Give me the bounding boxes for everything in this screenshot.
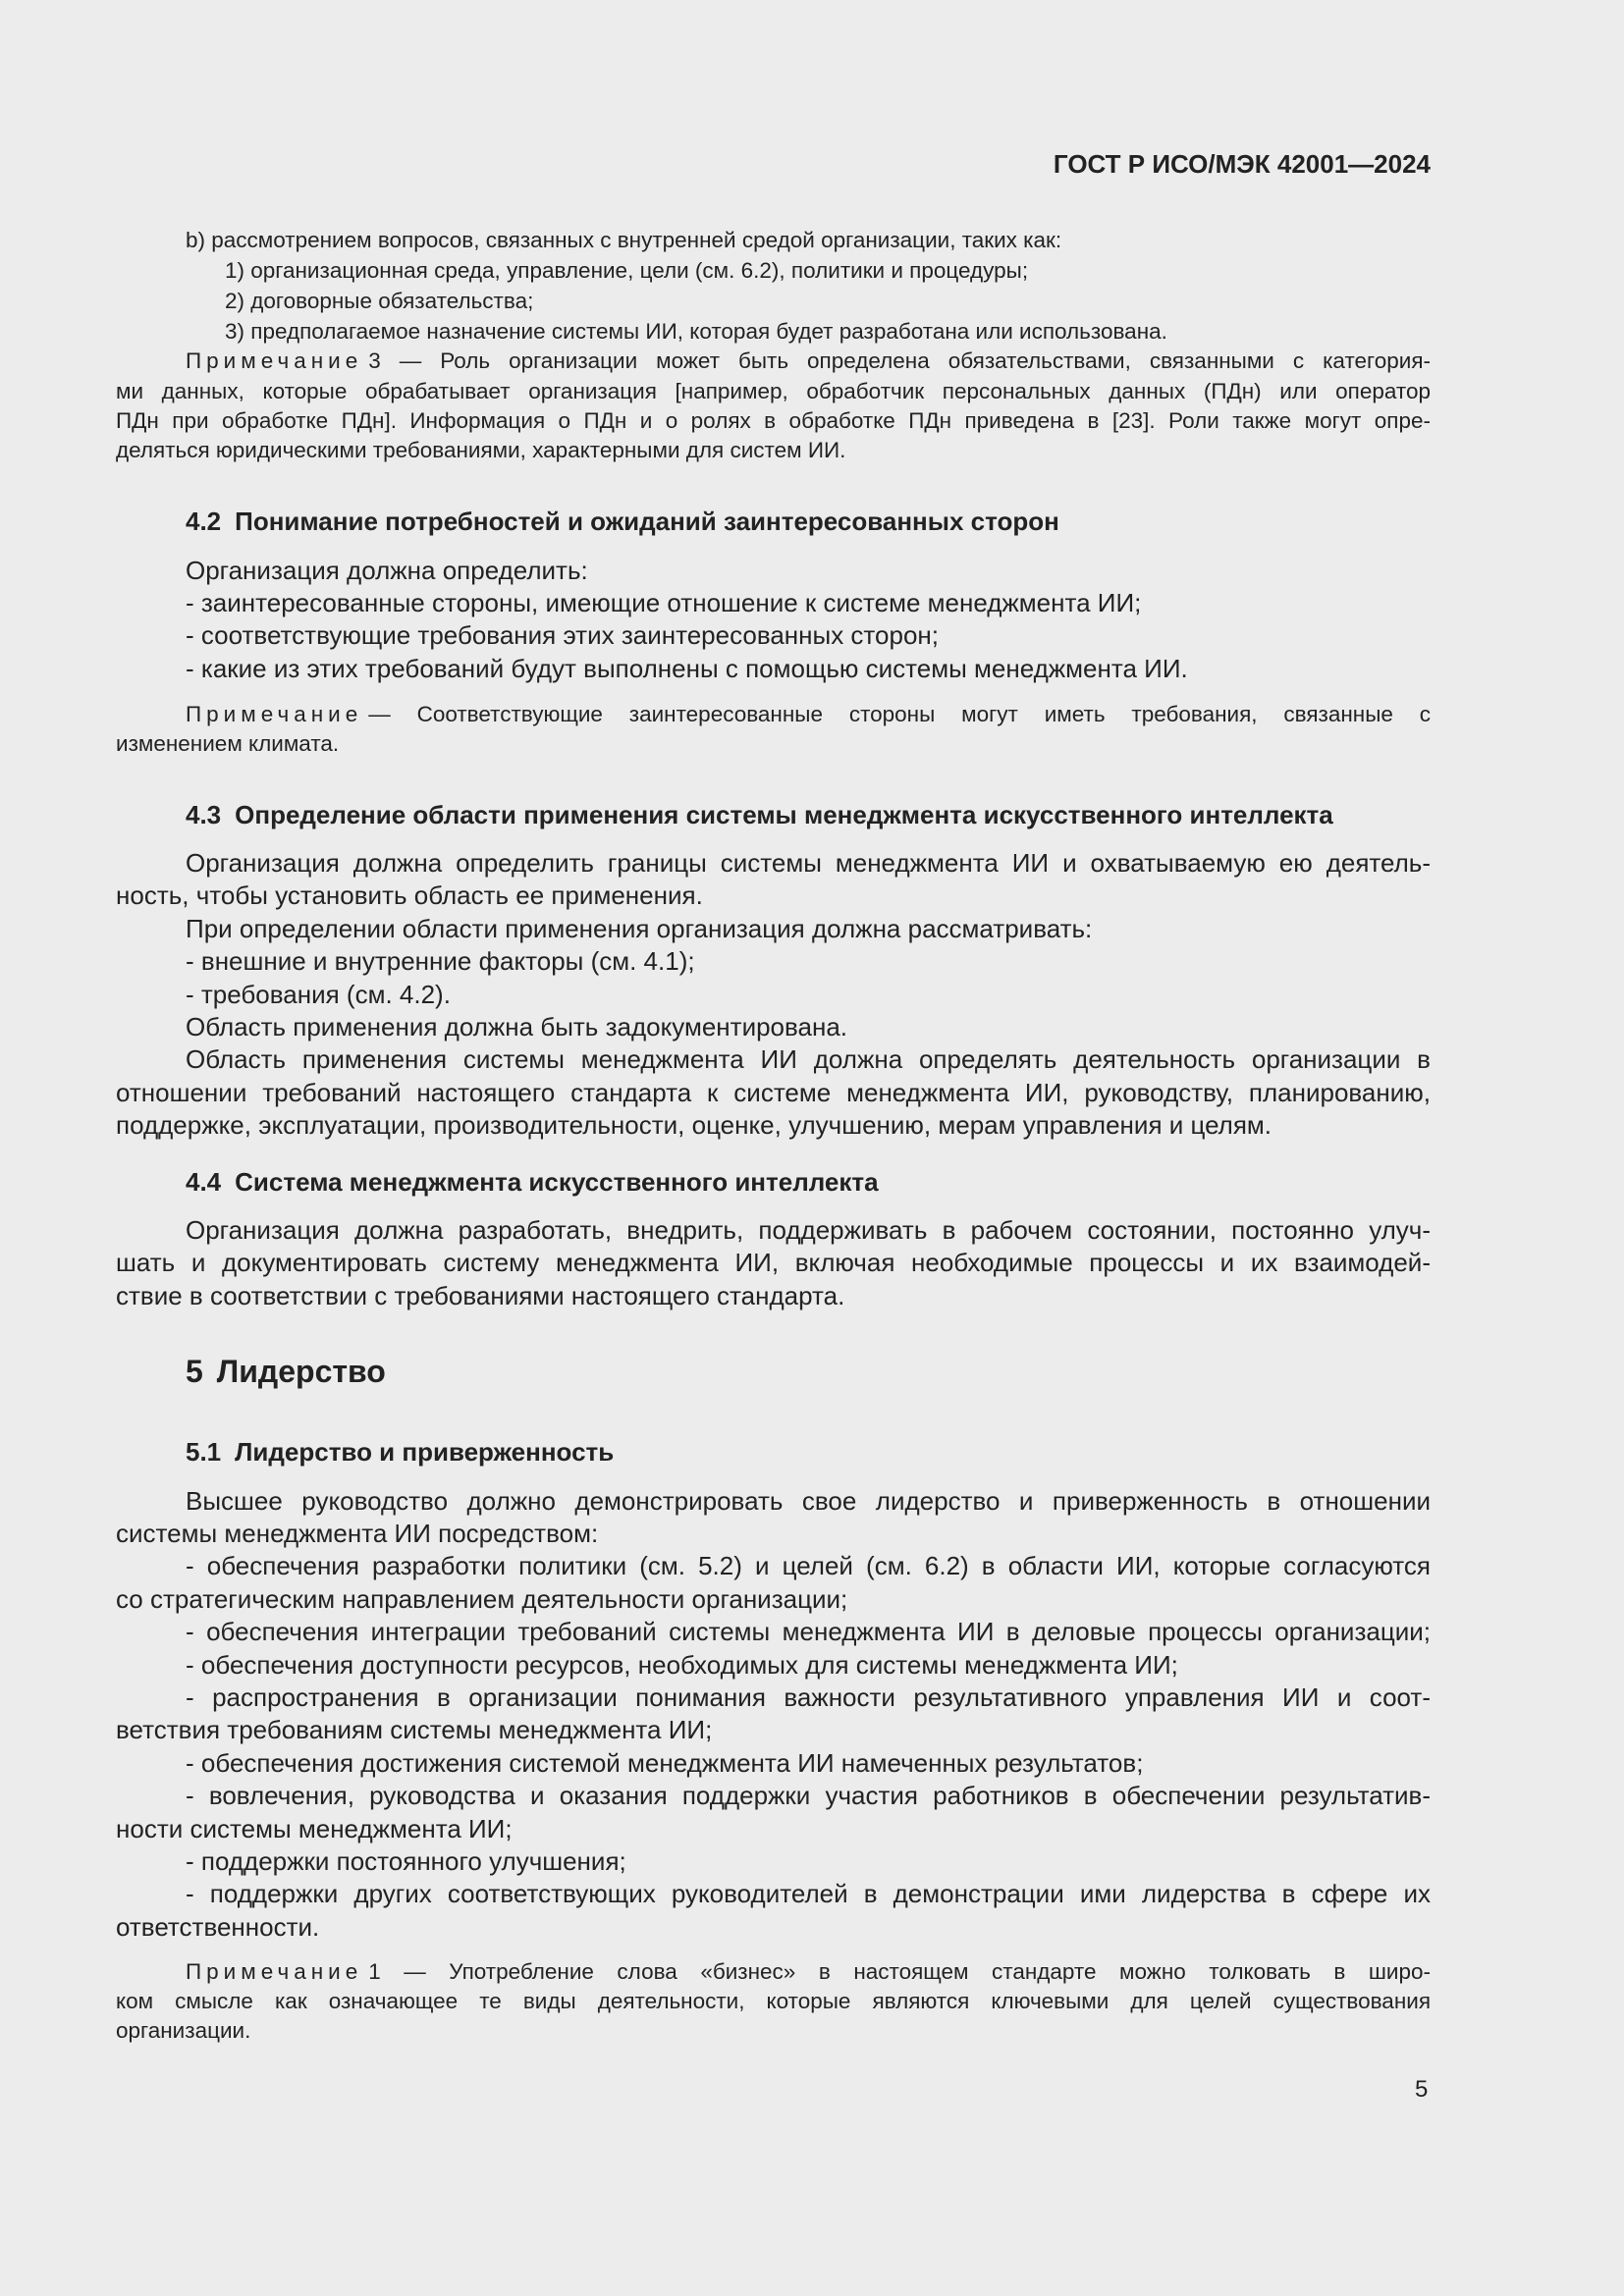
sub-item-2: 2) договорные обязательства; [225,289,534,313]
sub-item-1: 1) организационная среда, управление, цели (см. 6.2), политики и процедуры; [225,258,1029,283]
note-1-line-2: ком смысле как означающее те виды деятельности, которые являются ключевыми для целей существования [116,1989,1431,2013]
list-item: - требования (см. 4.2). [186,980,451,1009]
note-3 [186,348,1431,374]
note-3-line-3: ПДн при обработке ПДн]. Информация о ПДн и о ролях в обработке ПДн приведена в [23]. Роли также могут опре- [116,408,1431,433]
list-item: - какие из этих требований будут выполнены с помощью системы менеджмента ИИ. [186,654,1188,683]
note-line-2: изменением климата. [116,731,340,756]
section-number: 5.1 [186,1437,222,1467]
note-text: 3 — Роль организации может быть определена обязательствами, связанными с категория- [368,348,1431,373]
paragraph: При определении области применения организация должна рассматривать: [186,914,1093,943]
section-4-3-heading [186,800,1333,830]
note-text: 1 — Употребление слова «бизнес» в настоящем стандарте можно толковать в широ- [368,1959,1431,1984]
list-item: - соответствующие требования этих заинтересованных сторон; [186,620,940,650]
note-text: — Соответствующие заинтересованные стороны могут иметь требования, связанные с [368,702,1431,726]
list-item: - обеспечения разработки политики (см. 5.2) и целей (см. 6.2) в области ИИ, которые согласуются [186,1551,1431,1580]
paragraph-line: ствие в соответствии с требованиями настоящего стандарта. [116,1281,845,1310]
paragraph: Область применения должна быть задокументирована. [186,1012,848,1041]
section-title: Понимание потребностей и ожиданий заинтересованных сторон [235,507,1059,536]
paragraph: Область применения системы менеджмента ИИ должна определять деятельность организации в [186,1044,1431,1074]
chapter-title: Лидерство [216,1354,386,1389]
note-label: Примечание [186,702,363,726]
page-number: 5 [1415,2076,1429,2103]
list-item-line: ности системы менеджмента ИИ; [116,1814,513,1843]
chapter-number: 5 [186,1354,203,1389]
list-item-line: ответственности. [116,1912,320,1942]
list-item: - заинтересованные стороны, имеющие отношение к системе менеджмента ИИ; [186,588,1142,617]
note-label: Примечание [186,348,363,373]
section-number: 4.2 [186,507,222,536]
list-item: - распространения в организации понимания важности результативного управления ИИ и соот- [186,1682,1431,1712]
list-item: - поддержки других соответствующих руководителей в демонстрации ими лидерства в сфере их [186,1879,1431,1908]
section-title: Система менеджмента искусственного интеллекта [235,1167,879,1197]
sub-item-3: 3) предполагаемое назначение системы ИИ, которая будет разработана или использована. [225,319,1167,344]
chapter-5-heading [186,1354,386,1390]
section-4-2-heading [186,507,1059,537]
section-number: 4.4 [186,1167,222,1197]
paragraph-line: отношении требований настоящего стандарта к системе менеджмента ИИ, руководству, планированию, [116,1078,1431,1107]
note-1-line-3: организации. [116,2018,251,2043]
section-number: 4.3 [186,800,222,829]
list-item-line: ветствия требованиям системы менеджмента ИИ; [116,1715,713,1744]
paragraph-line: системы менеджмента ИИ посредством: [116,1519,599,1548]
list-item: - обеспечения интеграции требований системы менеджмента ИИ в деловые процессы организации; [186,1617,1431,1646]
paragraph-line: шать и документировать систему менеджмента ИИ, включая необходимые процессы и их взаимодей- [116,1248,1431,1277]
paragraph-line: ность, чтобы установить область ее применения. [116,881,703,910]
list-item: - обеспечения доступности ресурсов, необходимых для системы менеджмента ИИ; [186,1650,1178,1680]
list-item: - внешние и внутренние факторы (см. 4.1); [186,946,695,976]
paragraph: Высшее руководство должно демонстрировать свое лидерство и приверженность в отношении [186,1486,1431,1516]
paragraph: Организация должна определить границы системы менеджмента ИИ и охватываемую ею деятель- [186,848,1431,878]
list-item-line: со стратегическим направлением деятельности организации; [116,1584,848,1614]
section-5-1-heading [186,1437,614,1468]
note-label: Примечание [186,1959,363,1984]
section-4-4-heading [186,1167,879,1198]
note-1 [186,1959,1431,1985]
note-3-line-4: деляться юридическими требованиями, характерными для систем ИИ. [116,438,846,462]
paragraph-line: поддержке, эксплуатации, производительности, оценке, улучшению, мерам управления и целям. [116,1110,1272,1140]
section-title: Определение области применения системы менеджмента искусственного интеллекта [235,800,1333,829]
note [186,702,1431,727]
list-item: - вовлечения, руководства и оказания поддержки участия работников в обеспечении результатив- [186,1781,1431,1810]
paragraph: Организация должна определить: [186,556,588,585]
note-3-line-2: ми данных, которые обрабатывает организация [например, обработчик персональных данных (ПДн) или оператор [116,379,1431,403]
list-item: - поддержки постоянного улучшения; [186,1846,626,1876]
section-title: Лидерство и приверженность [235,1437,615,1467]
list-item-b: b) рассмотрением вопросов, связанных с внутренней средой организации, таких как: [186,228,1062,252]
paragraph: Организация должна разработать, внедрить, поддерживать в рабочем состоянии, постоянно улуч- [186,1215,1431,1245]
document-header: ГОСТ Р ИСО/МЭК 42001—2024 [1053,149,1431,179]
list-item: - обеспечения достижения системой менеджмента ИИ намеченных результатов; [186,1748,1144,1778]
